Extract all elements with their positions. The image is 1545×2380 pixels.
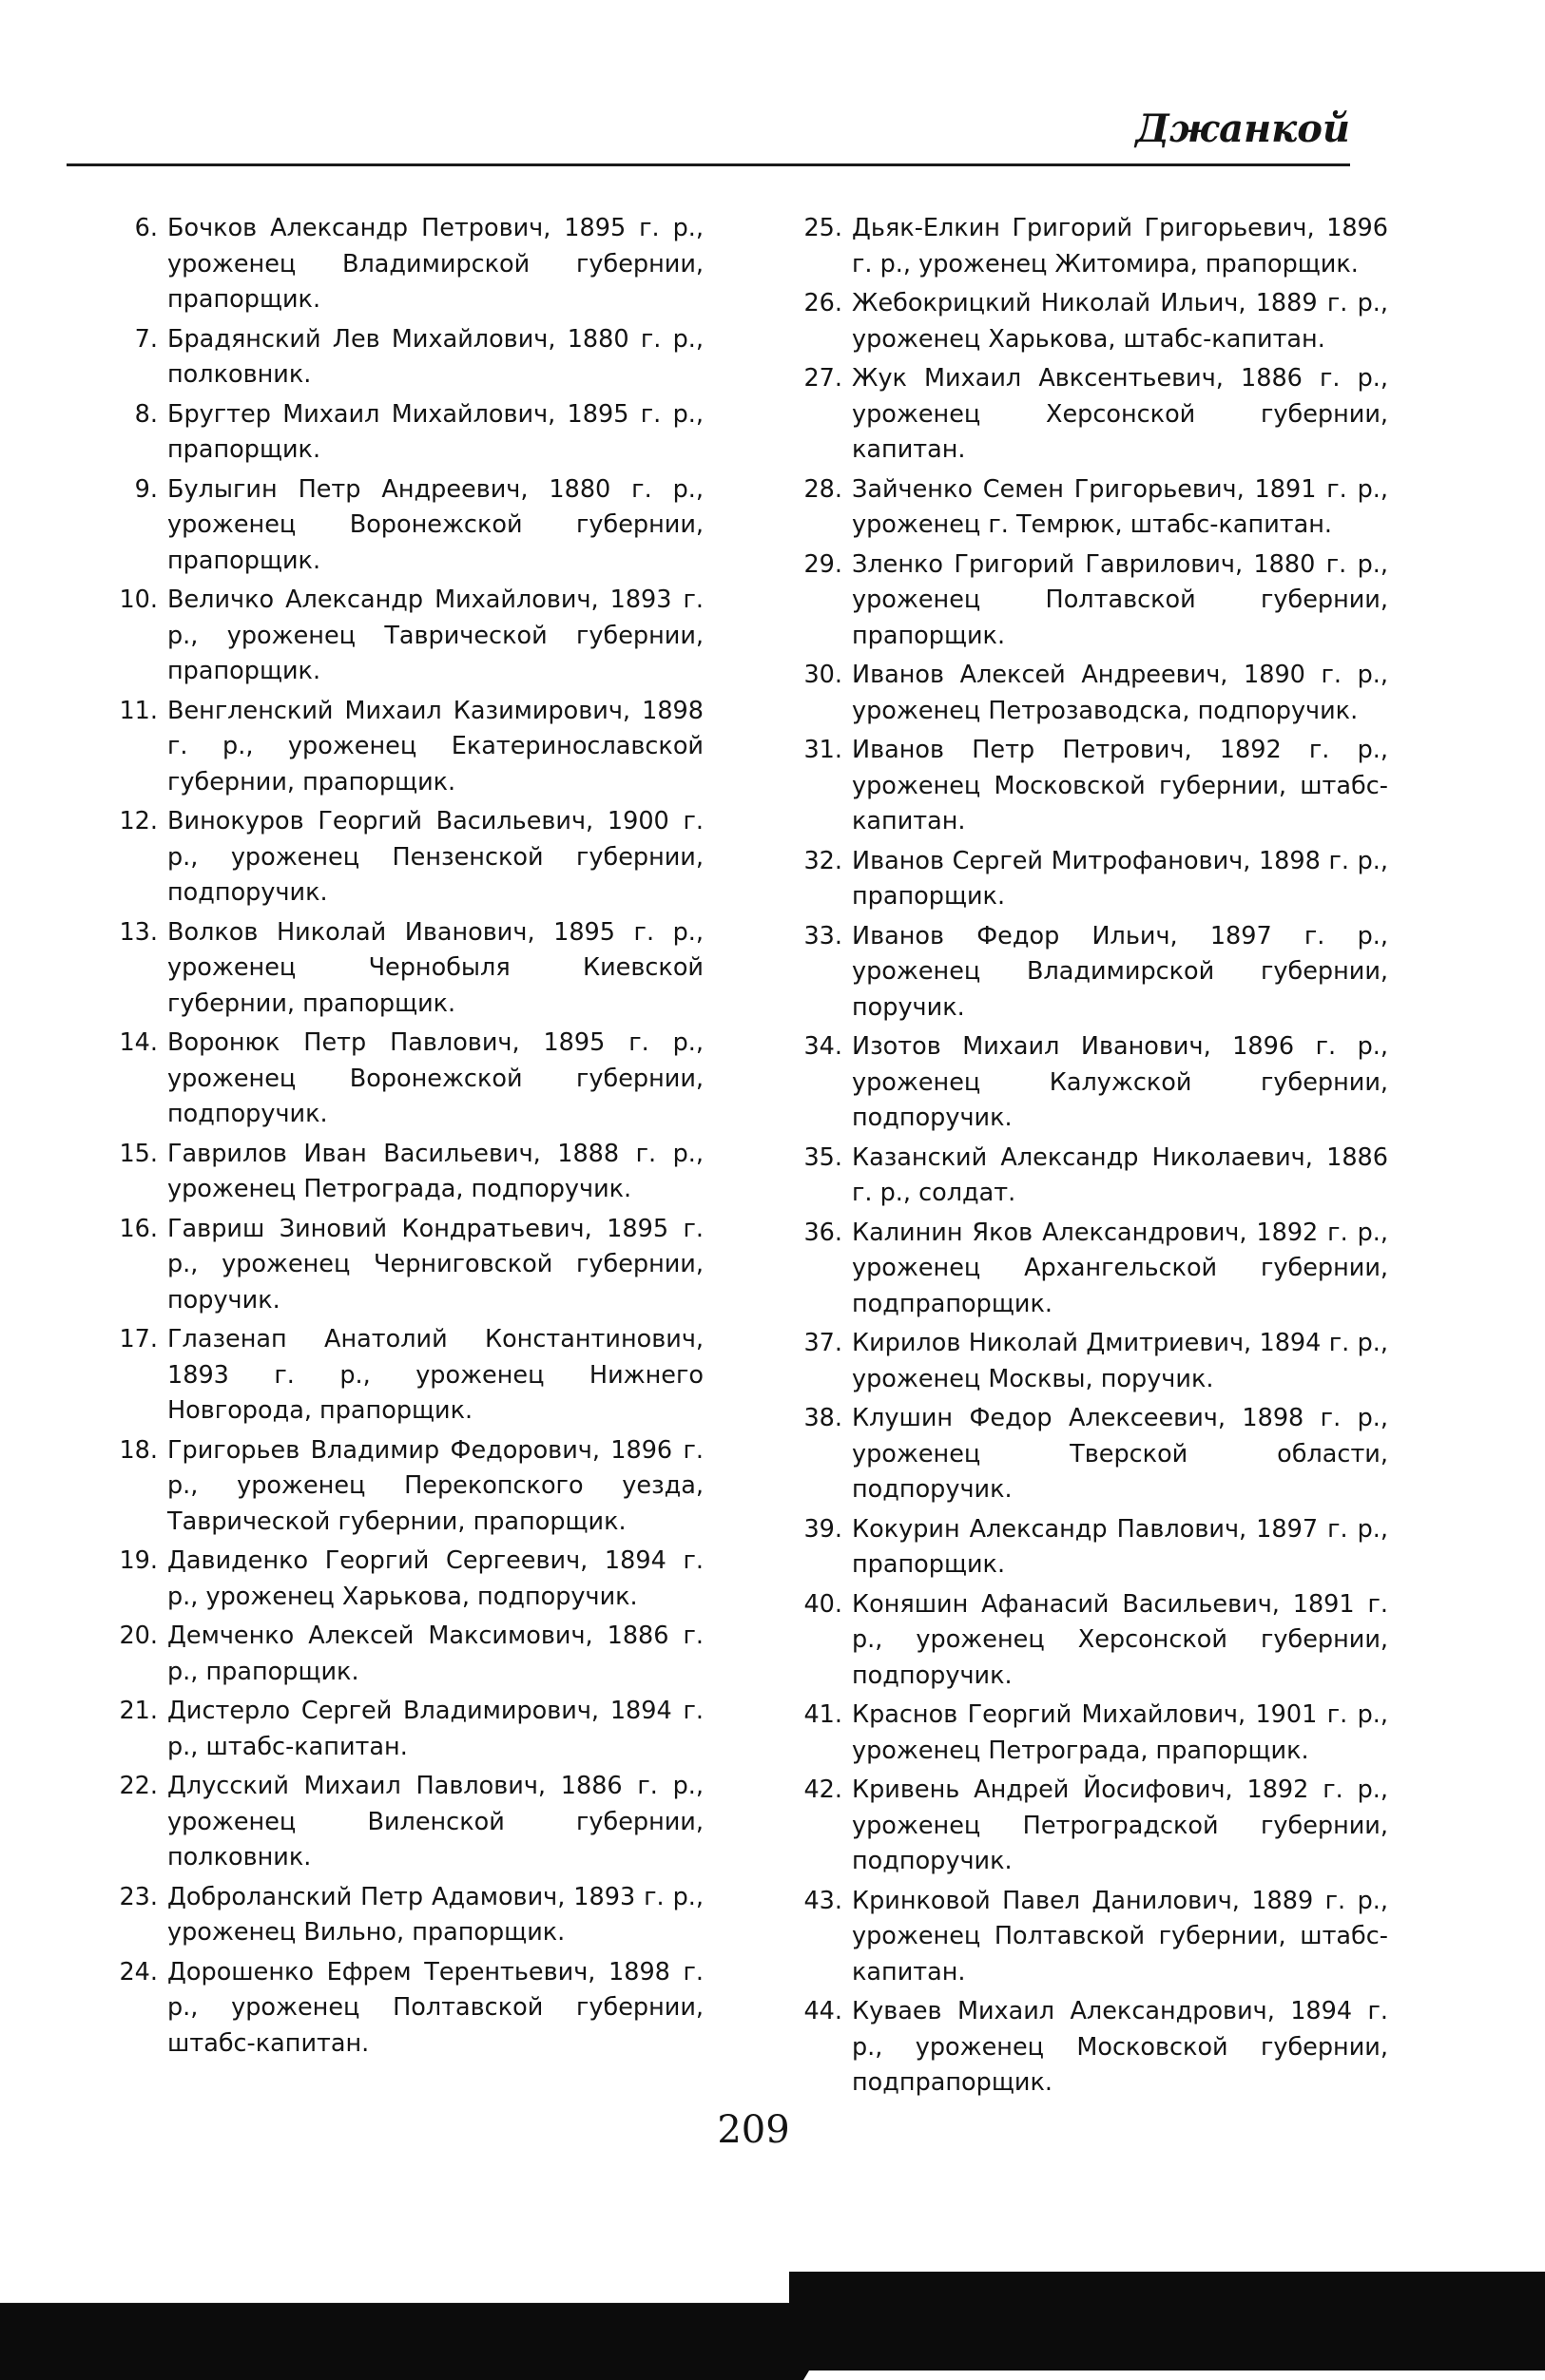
entry-text: Иванов Петр Петрович, 1892 г. р., уроженец Московской губернии, штабс-капитан. (852, 736, 1388, 835)
entry-text: Дистерло Сергей Владимирович, 1894 г. р., штабс-капитан. (167, 1697, 704, 1761)
entry-text: Бругтер Михаил Михайлович, 1895 г. р., прапорщик. (167, 399, 704, 464)
list-item (105, 1880, 704, 1951)
entry-text: Кривень Андрей Йосифович, 1892 г. р., уроженец Петроградской губернии, подпоручик. (852, 1775, 1388, 1875)
entry-number: 31. (803, 736, 842, 764)
entry-text: Иванов Федор Ильич, 1897 г. р., уроженец Владимирской губернии, поручик. (852, 921, 1388, 1022)
list-item (105, 1694, 704, 1765)
list-item (105, 583, 704, 690)
entry-text: Жебокрицкий Николай Ильич, 1889 г. р., уроженец Харькова, штабс-капитан. (852, 289, 1388, 354)
list-item (105, 322, 704, 393)
list-item (105, 211, 704, 318)
entry-text: Глазенап Анатолий Константинович, 1893 г. р., уроженец Нижнего Новгорода, прапорщик. (167, 1325, 704, 1425)
entry-text: Краснов Георгий Михайлович, 1901 г. р., уроженец Петрограда, прапорщик. (852, 1700, 1388, 1765)
scan-edge-shadow (0, 2272, 1545, 2380)
list-item (105, 1544, 704, 1615)
entry-text: Винокуров Георгий Васильевич, 1900 г. р., уроженец Пензенской губернии, подпоручик. (167, 807, 704, 907)
list-item (789, 658, 1388, 729)
entry-number: 30. (803, 661, 842, 689)
list-item (105, 694, 704, 801)
entry-number: 36. (803, 1218, 842, 1247)
entry-number: 35. (803, 1142, 842, 1172)
entry-number: 6. (134, 214, 158, 242)
list-item (789, 361, 1388, 469)
list-item (105, 1322, 704, 1430)
entry-text: Булыгин Петр Андреевич, 1880 г. р., уроженец Воронежской губернии, прапорщик. (167, 474, 704, 575)
entry-text: Калинин Яков Александрович, 1892 г. р., уроженец Архангельской губернии, подпрапорщик. (852, 1218, 1388, 1318)
entry-number: 44. (803, 1997, 842, 2025)
scan-shadow-block (789, 2272, 1545, 2370)
entry-number: 18. (119, 1435, 158, 1465)
entry-text: Доброланский Петр Адамович, 1893 г. р., уроженец Вильно, прапорщик. (167, 1882, 704, 1947)
entry-number: 40. (803, 1589, 842, 1619)
entry-text: Венгленский Михаил Казимирович, 1898 г. р., уроженец Екатеринославской губернии, прапорщик. (167, 696, 704, 797)
entry-number: 11. (119, 696, 158, 725)
entry-text: Коняшин Афанасий Васильевич, 1891 г. р., уроженец Херсонской губернии, подпоручик. (852, 1589, 1388, 1690)
list-item (789, 1029, 1388, 1137)
entry-text: Зленко Григорий Гаврилович, 1880 г. р., уроженец Полтавской губернии, прапорщик. (852, 549, 1388, 650)
list-item (789, 1326, 1388, 1397)
entry-number: 42. (803, 1775, 842, 1804)
list-item (105, 397, 704, 469)
list-item (789, 844, 1388, 915)
list-item (105, 1955, 704, 2063)
list-item (789, 1587, 1388, 1695)
entry-number: 14. (119, 1028, 158, 1057)
list-item (789, 1141, 1388, 1212)
list-item (789, 286, 1388, 357)
list-item (105, 472, 704, 580)
entry-number: 22. (119, 1772, 158, 1800)
entry-text: Казанский Александр Николаевич, 1886 г. р., солдат. (852, 1142, 1388, 1207)
list-item (789, 211, 1388, 282)
list-item (789, 1698, 1388, 1769)
list-item (105, 1769, 704, 1876)
list-item (789, 733, 1388, 840)
list-item (789, 1773, 1388, 1880)
entry-number: 28. (803, 474, 842, 504)
entry-number: 12. (119, 807, 158, 835)
entry-text: Величко Александр Михайлович, 1893 г. р., уроженец Таврической губернии, прапорщик. (167, 585, 704, 685)
entry-number: 21. (119, 1697, 158, 1725)
entry-number: 15. (119, 1139, 158, 1168)
entry-number: 13. (119, 917, 158, 947)
list-item (789, 1216, 1388, 1323)
entry-number: 27. (803, 364, 842, 393)
right-column (789, 211, 1388, 2105)
entry-number: 19. (119, 1546, 158, 1575)
entry-number: 17. (119, 1325, 158, 1353)
entry-number: 16. (119, 1214, 158, 1243)
entry-number: 29. (803, 549, 842, 579)
entry-number: 34. (803, 1032, 842, 1061)
entry-text: Иванов Алексей Андреевич, 1890 г. р., уроженец Петрозаводска, подпоручик. (852, 661, 1388, 725)
list-item (105, 1619, 704, 1690)
entry-number: 33. (803, 921, 842, 950)
entry-text: Куваев Михаил Александрович, 1894 г. р., уроженец Московской губернии, подпрапорщик. (852, 1997, 1388, 2097)
entry-text: Жук Михаил Авксентьевич, 1886 г. р., уроженец Херсонской губернии, капитан. (852, 364, 1388, 464)
entry-text: Клушин Федор Алексеевич, 1898 г. р., уроженец Тверской области, подпоручик. (852, 1404, 1388, 1504)
entry-text: Брадянский Лев Михайлович, 1880 г. р., полковник. (167, 324, 704, 389)
entry-text: Дорошенко Ефрем Терентьевич, 1898 г. р., уроженец Полтавской губернии, штабс-капитан. (167, 1957, 704, 2058)
entry-text: Дьяк-Елкин Григорий Григорьевич, 1896 г. р., уроженец Житомира, прапорщик. (852, 214, 1388, 278)
entry-number: 9. (134, 474, 158, 504)
list-item (789, 919, 1388, 1027)
list-item (789, 472, 1388, 544)
list-item (789, 1512, 1388, 1583)
page-number: 209 (717, 2108, 790, 2152)
entry-text: Изотов Михаил Иванович, 1896 г. р., уроженец Калужской губернии, подпоручик. (852, 1032, 1388, 1132)
entry-number: 43. (803, 1886, 842, 1915)
entry-number: 10. (119, 585, 158, 614)
list-item (105, 1026, 704, 1133)
entry-number: 37. (803, 1329, 842, 1357)
entry-number: 25. (803, 214, 842, 242)
entry-number: 41. (803, 1700, 842, 1729)
entry-text: Демченко Алексей Максимович, 1886 г. р., прапорщик. (167, 1622, 704, 1686)
list-item (789, 1401, 1388, 1508)
list-item (789, 1994, 1388, 2102)
running-head: Джанкой (1135, 106, 1350, 151)
entry-text: Давиденко Георгий Сергеевич, 1894 г. р., уроженец Харькова, подпоручик. (167, 1546, 704, 1611)
entry-text: Гавриш Зиновий Кондратьевич, 1895 г. р., уроженец Черниговской губернии, поручик. (167, 1214, 704, 1315)
list-item (105, 1433, 704, 1541)
entry-text: Кринковой Павел Данилович, 1889 г. р., уроженец Полтавской губернии, штабс-капитан. (852, 1886, 1388, 1987)
entry-number: 7. (134, 324, 158, 354)
entry-text: Бочков Александр Петрович, 1895 г. р., уроженец Владимирской губернии, прапорщик. (167, 214, 704, 314)
list-item (789, 547, 1388, 655)
entry-number: 8. (134, 399, 158, 429)
list-item (105, 804, 704, 912)
list-item (105, 1212, 704, 1319)
entry-number: 26. (803, 289, 842, 317)
entry-text: Волков Николай Иванович, 1895 г. р., уроженец Чернобыля Киевской губернии, прапорщик. (167, 917, 704, 1018)
list-item (105, 1137, 704, 1208)
entry-text: Длусский Михаил Павлович, 1886 г. р., уроженец Виленской губернии, полковник. (167, 1772, 704, 1871)
entry-text: Иванов Сергей Митрофанович, 1898 г. р., прапорщик. (852, 846, 1388, 911)
entry-text: Воронюк Петр Павлович, 1895 г. р., уроженец Воронежской губернии, подпоручик. (167, 1028, 704, 1128)
left-column (105, 211, 704, 2065)
list-item (789, 1884, 1388, 1991)
entry-number: 38. (803, 1404, 842, 1432)
entry-number: 20. (119, 1622, 158, 1650)
entry-number: 24. (119, 1957, 158, 1987)
entry-number: 32. (803, 846, 842, 875)
header-rule (67, 163, 1350, 166)
entry-number: 23. (119, 1882, 158, 1911)
entry-text: Гаврилов Иван Васильевич, 1888 г. р., уроженец Петрограда, подпоручик. (167, 1139, 704, 1203)
entry-text: Кирилов Николай Дмитриевич, 1894 г. р., уроженец Москвы, поручик. (852, 1329, 1388, 1393)
entry-number: 39. (803, 1514, 842, 1544)
list-item (105, 915, 704, 1023)
entry-text: Григорьев Владимир Федорович, 1896 г. р., уроженец Перекопского уезда, Таврической губернии, прапорщик. (167, 1435, 704, 1536)
entry-text: Зайченко Семен Григорьевич, 1891 г. р., уроженец г. Темрюк, штабс-капитан. (852, 474, 1388, 539)
entry-text: Кокурин Александр Павлович, 1897 г. р., прапорщик. (852, 1514, 1388, 1579)
